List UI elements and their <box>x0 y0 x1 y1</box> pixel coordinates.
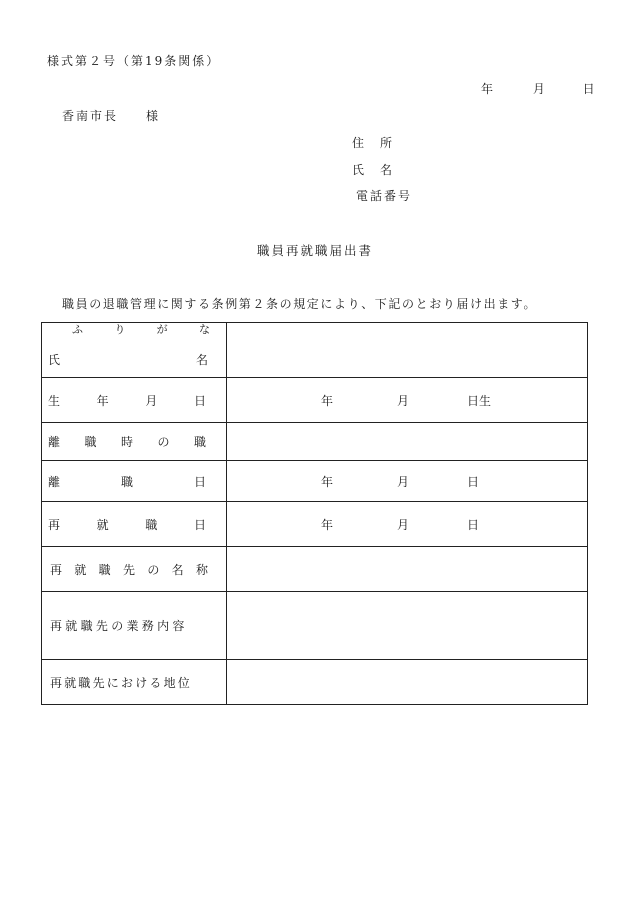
document-title: 職員再就職届出書 <box>256 243 373 258</box>
retirement-date-input-cell[interactable]: 年 月 日 <box>227 461 588 502</box>
full-name-label: 氏 名 <box>48 352 208 367</box>
employer-business-label-cell: 再就職先の業務内容 <box>42 592 227 660</box>
row-employer-name <box>42 547 588 592</box>
employer-position-label-cell: 再就職先における地位 <box>42 660 227 705</box>
employer-business-input-cell[interactable] <box>227 592 588 660</box>
row-position-at-retirement <box>42 423 588 461</box>
name-input-cell[interactable] <box>227 323 588 378</box>
employer-position-input-cell[interactable] <box>227 660 588 705</box>
reemployment-date-input-cell[interactable]: 年 月 日 <box>227 502 588 547</box>
retirement-date-label-cell: 離 職 日 <box>42 461 227 502</box>
date-month: 月 <box>532 82 547 96</box>
intro-text: 職員の退職管理に関する条例第２条の規定により、下記のとおり届け出ます。 <box>62 297 538 311</box>
row-retirement-date <box>42 461 588 502</box>
reemployment-date-label-cell: 再 就 職 日 <box>42 502 227 547</box>
birthdate-input-cell[interactable]: 年 月 日生 <box>227 378 588 423</box>
birthdate-label-cell: 生 年 月 日 <box>42 378 227 423</box>
recipient: 香南市長 様 <box>62 109 161 123</box>
row-birthdate <box>42 378 588 423</box>
address-label: 住 所 <box>352 136 395 150</box>
row-employer-business <box>42 592 588 660</box>
name-label-cell <box>42 323 227 378</box>
employer-name-input-cell[interactable] <box>227 547 588 592</box>
position-label-cell: 離 職 時 の 職 <box>42 423 227 461</box>
form-table <box>41 322 588 705</box>
row-name <box>42 323 588 378</box>
position-input-cell[interactable] <box>227 423 588 461</box>
furigana-label: ふ り が な <box>72 322 210 336</box>
submission-date <box>481 80 597 97</box>
form-number: 様式第２号（第19条関係） <box>47 54 221 68</box>
name-label: 氏 名 <box>352 163 395 177</box>
row-reemployment-date <box>42 502 588 547</box>
date-year: 年 <box>481 82 496 96</box>
date-day: 日 <box>582 82 597 96</box>
phone-label: 電話番号 <box>356 189 413 203</box>
employer-name-label-cell: 再 就 職 先 の 名 称 <box>42 547 227 592</box>
row-employer-position <box>42 660 588 705</box>
